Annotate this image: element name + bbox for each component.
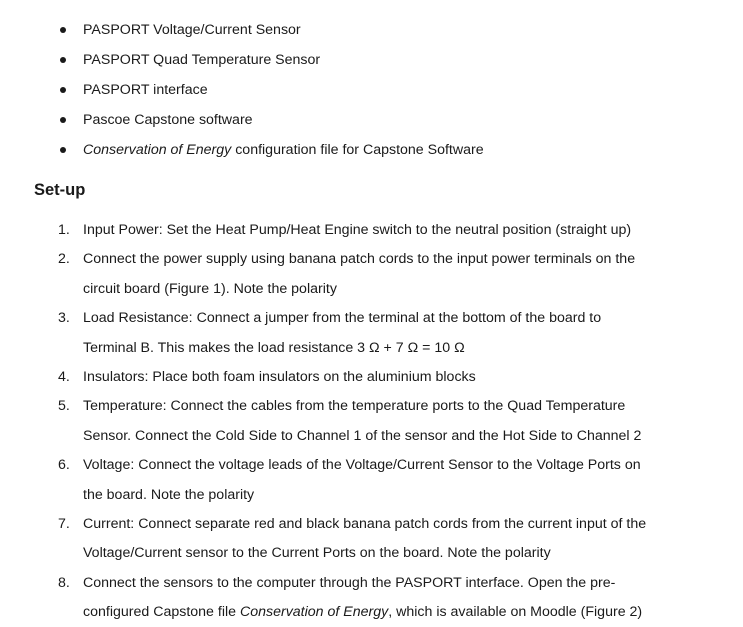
step-text-line: Temperature: Connect the cables from the temperature ports to the Quad Temperature	[83, 398, 626, 415]
step-text-line: Sensor. Connect the Cold Side to Channel 1 of the sensor and the Hot Side to Channel 2	[83, 427, 642, 444]
step-text-line: circuit board (Figure 1). Note the polarity	[83, 280, 337, 297]
step-item	[0, 392, 743, 451]
list-item	[0, 105, 743, 135]
step-text-line: Connect the sensors to the computer through the PASPORT interface. Open the pre-	[83, 574, 616, 591]
list-item	[0, 75, 743, 105]
list-item	[0, 15, 743, 45]
bullet-icon	[60, 147, 66, 153]
step-number: 4.	[58, 368, 70, 385]
bullet-icon	[60, 57, 66, 63]
step-text-line	[83, 598, 743, 627]
list-item-text: PASPORT Voltage/Current Sensor	[83, 22, 301, 38]
step-text-segment: configured Capstone file	[83, 604, 240, 621]
step-text-line: Terminal B. This makes the load resistance 3 Ω + 7 Ω = 10 Ω	[83, 339, 465, 356]
section-heading: Set-up	[34, 181, 86, 199]
list-item	[0, 135, 743, 165]
step-text-line: Voltage/Current sensor to the Current Ports on the board. Note the polarity	[83, 545, 551, 562]
step-item	[0, 363, 743, 392]
step-item	[0, 245, 743, 304]
list-item-text	[83, 135, 484, 165]
step-text-line: the board. Note the polarity	[83, 486, 255, 503]
list-item-text-rest: configuration file for Capstone Software	[231, 142, 484, 158]
equipment-bullet-list	[0, 15, 743, 165]
step-number: 2.	[58, 251, 70, 268]
step-text-line: Current: Connect separate red and black banana patch cords from the current input of the	[83, 515, 647, 532]
step-text-line: Insulators: Place both foam insulators on the aluminium blocks	[83, 368, 476, 385]
bullet-icon	[60, 27, 66, 33]
step-text-line: Input Power: Set the Heat Pump/Heat Engine switch to the neutral position (straight up)	[83, 222, 632, 238]
step-text-segment: , which is available on Moodle (Figure 2)	[388, 604, 643, 621]
step-text-line: Voltage: Connect the voltage leads of the Voltage/Current Sensor to the Voltage Ports on	[83, 457, 641, 474]
step-item	[0, 304, 743, 363]
bullet-icon	[60, 117, 66, 123]
step-text-line: Connect the power supply using banana patch cords to the input power terminals on the	[83, 251, 636, 268]
step-item	[0, 510, 743, 569]
step-item	[0, 216, 743, 245]
list-item-text: PASPORT Quad Temperature Sensor	[83, 52, 321, 68]
step-number: 3.	[58, 310, 70, 327]
step-item	[0, 451, 743, 510]
step-number: 5.	[58, 398, 70, 415]
list-item-text: PASPORT interface	[83, 82, 208, 98]
bullet-icon	[60, 87, 66, 93]
step-number: 1.	[58, 222, 70, 238]
italic-filename: Conservation of Energy	[239, 604, 389, 621]
step-number: 7.	[58, 515, 70, 532]
italic-filename: Conservation of Energy	[83, 142, 232, 158]
step-number: 8.	[58, 574, 70, 591]
list-item	[0, 45, 743, 75]
setup-steps-list	[0, 216, 743, 627]
step-text-line: Load Resistance: Connect a jumper from the terminal at the bottom of the board to	[83, 310, 602, 327]
step-number: 6.	[58, 457, 70, 474]
step-item	[0, 569, 743, 627]
list-item-text: Pascoe Capstone software	[83, 112, 253, 128]
